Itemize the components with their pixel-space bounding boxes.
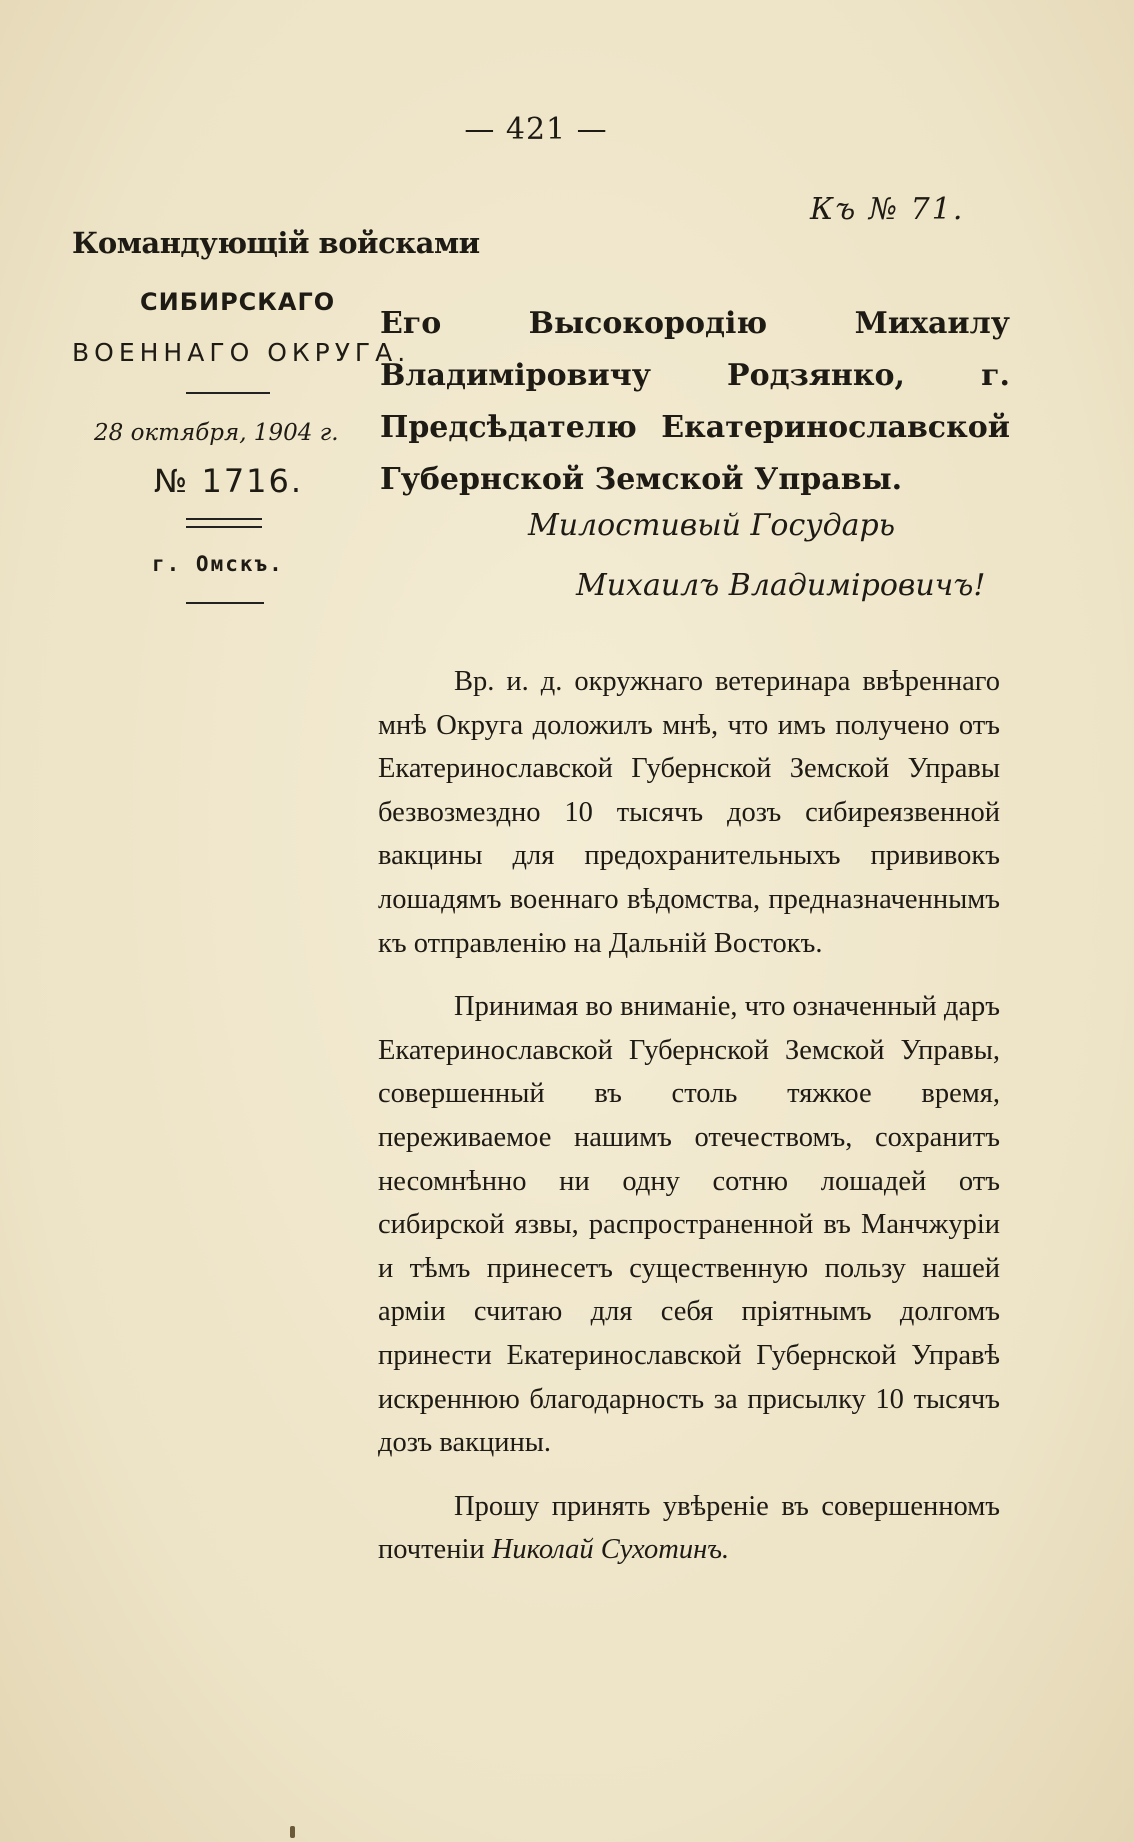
paragraph: Вр. и. д. окружнаго ветеринара ввѣреннаго мнѣ Округа доложилъ мнѣ, что имъ получено отъ Екатеринославской Губернской Земской Управы безвозмездно 10 тысячъ дозъ сибиреязвенной вакцины для предохранительныхъ прививокъ лошадямъ военнаго вѣдомства, предназначеннымъ къ отправленію на Дальній Востокъ.	[378, 666, 1000, 959]
double-divider-top	[186, 518, 262, 520]
page-number: — 421 —	[464, 112, 608, 147]
closing-text: Прошу принять увѣреніе въ совершенномъ почтеніи	[378, 1490, 1000, 1566]
reference-number: Къ № 71.	[810, 192, 965, 227]
ink-mark	[290, 1826, 295, 1838]
paragraph: Принимая во вниманіе, что означенный даръ Екатеринославской Губернской Земской Управы, совершенный въ столь тяжкое время, переживаемое нашимъ отечествомъ, сохранитъ несомнѣнно ни одну сотню лошадей отъ сибирской язвы, распространенной въ Манчжуріи и тѣмъ принесетъ существенную пользу нашей арміи считаю для себя пріятнымъ долгомъ принести Екатеринославской Губернской Управѣ искреннюю благодарность за присылку 10 тысячъ дозъ вакцины.	[378, 991, 1000, 1459]
sender-title: Командующій войсками	[72, 226, 480, 260]
letter-place: г. Омскъ.	[152, 552, 284, 576]
letter-body	[378, 660, 1000, 1592]
double-divider-bottom	[186, 526, 262, 528]
letter-date: 28 октября, 1904 г.	[94, 420, 339, 446]
signature: Николай Сухотинъ.	[491, 1534, 730, 1566]
sender-district-line2: ВОЕННАГО ОКРУГА.	[72, 338, 411, 367]
divider-bottom	[186, 602, 264, 604]
salutation-line2: Михаилъ Владиміровичъ!	[576, 568, 986, 603]
divider	[186, 392, 270, 394]
letter-number: № 1716.	[154, 462, 304, 500]
sender-district-line1: СИБИРСКАГО	[140, 288, 336, 316]
closing-paragraph	[378, 1485, 1000, 1572]
addressee: Его Высокородію Михаилу Владиміровичу Родзянко, г. Предсѣдателю Екатеринославской Губернской Земской Управы.	[380, 306, 1010, 497]
salutation-line1: Милостивый Государь	[528, 508, 896, 543]
